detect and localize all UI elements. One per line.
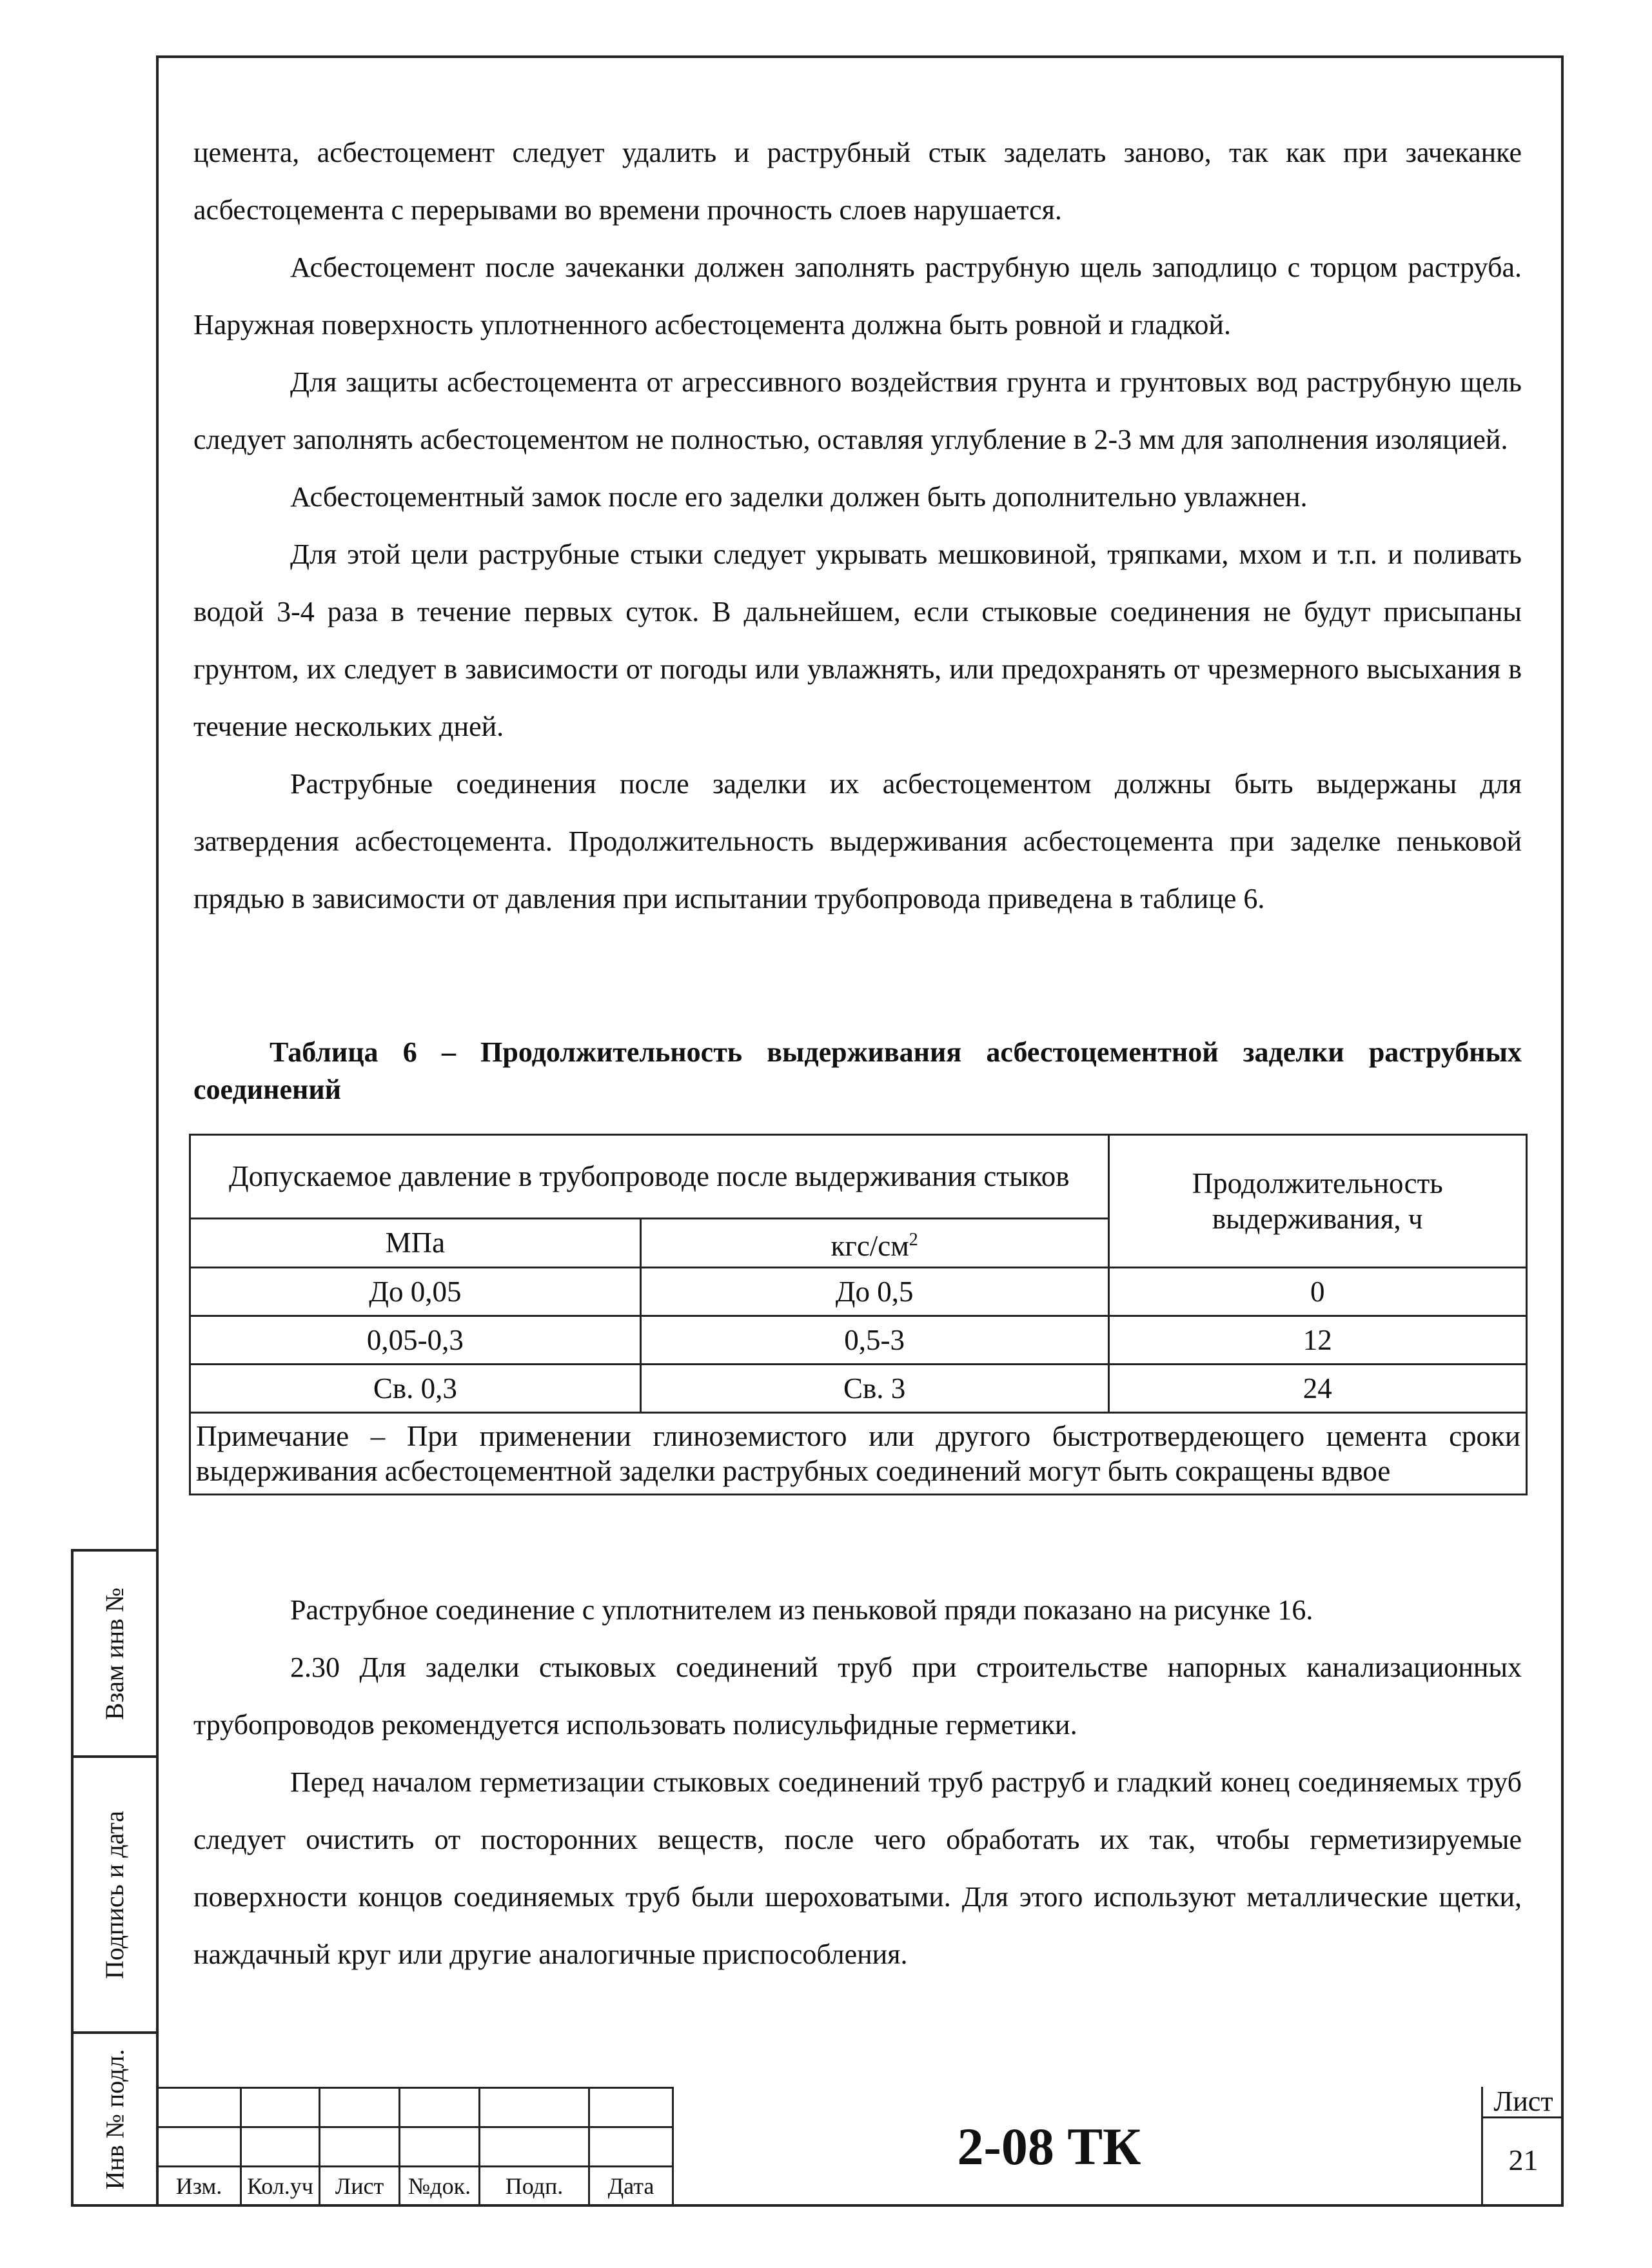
table-cell: 12 [1108, 1316, 1527, 1365]
col-izm: Изм. [157, 2167, 241, 2206]
table-cell: 0 [1108, 1268, 1527, 1316]
side-stamp-podpis [71, 1755, 159, 2034]
side-label-vzam: Взам инв № [100, 1587, 130, 1720]
sheet-number: 21 [1508, 2144, 1539, 2176]
paragraph: Перед началом герметизации стыковых соединений труб раструб и гладкий конец соединяемых труб следует очистить от посторонних веществ, после чего обработать их так, чтобы герметизируемые поверхности концов соединяемых труб были шероховатыми. Для этого используют металлические щетки, наждачный круг или другие аналогичные приспособления. [193, 1766, 1522, 1970]
side-stamp-inv [71, 2031, 159, 2207]
table-cell: 0,05-0,3 [190, 1316, 641, 1365]
table-note: Примечание – При применении глиноземистого или другого быстротвердеющего цемента сроки выдерживания асбестоцементной заделки раструбных соединений могут быть сокращены вдвое [190, 1413, 1527, 1495]
table-cell: До 0,5 [640, 1268, 1108, 1316]
col-ndok: №док. [400, 2167, 480, 2206]
sheet-label: Лист [1483, 2087, 1564, 2118]
header-kgf [640, 1219, 1108, 1268]
table-6 [189, 1134, 1528, 1495]
paragraph: Для защиты асбестоцемента от агрессивного воздействия грунта и грунтовых вод раструбную щель следует заполнять асбестоцементом не полностью, оставляя углубление в 2-3 мм для заполнения изоляцией. [193, 366, 1522, 455]
table-cell: 0,5-3 [640, 1316, 1108, 1365]
paragraph: Асбестоцемент после зачеканки должен заполнять раструбную щель заподлицо с торцом раструба. Наружная поверхность уплотненного асбестоцемента должна быть ровной и гладкой. [193, 251, 1522, 340]
paragraph: Раструбное соединение с уплотнителем из пеньковой пряди показано на рисунке 16. [290, 1594, 1313, 1626]
col-podp: Подп. [480, 2167, 589, 2206]
header-mpa: МПа [190, 1219, 641, 1268]
table-cell: Св. 3 [640, 1365, 1108, 1413]
col-data: Дата [589, 2167, 673, 2206]
title-block [156, 2087, 1564, 2207]
side-stamp-vzam [71, 1549, 159, 1758]
side-label-inv: Инв № подл. [100, 2049, 130, 2189]
table-cell: 24 [1108, 1365, 1527, 1413]
sheet-box [1481, 2087, 1564, 2207]
paragraph: Раструбные соединения после заделки их асбестоцементом должны быть выдержаны для затвердения асбестоцемента. Продолжительность выдерживания асбестоцемента при заделке пеньковой прядью в зависимости от давления при испытании трубопровода приведена в таблице 6. [193, 768, 1522, 914]
table-caption: Таблица 6 – Продолжительность выдерживания асбестоцементной заделки раструбных соединений [193, 1036, 1522, 1105]
header-pressure: Допускаемое давление в трубопроводе после выдерживания стыков [190, 1135, 1109, 1219]
body-text-top [193, 124, 1522, 927]
header-kgf-sup: 2 [909, 1230, 918, 1250]
col-list: Лист [320, 2167, 400, 2206]
paragraph: Для этой цели раструбные стыки следует укрывать мешковиной, тряпками, мхом и т.п. и поливать водой 3-4 раза в течение первых суток. В дальнейшем, если стыковые соединения не будут присыпаны грунтом, их следует в зависимости от погоды или увлажнять, или предохранять от чрезмерного высыхания в течение нескольких дней. [193, 538, 1522, 742]
body-text-bottom [193, 1581, 1522, 1983]
paragraph: 2.30 Для заделки стыковых соединений труб при строительстве напорных канализационных трубопроводов рекомендуется использовать полисульфидные герметики. [193, 1652, 1522, 1740]
header-kgf-text: кгс/см [831, 1230, 909, 1262]
table-cell: Св. 0,3 [190, 1365, 641, 1413]
header-duration: Продолжительность выдерживания, ч [1108, 1135, 1527, 1268]
col-kolvo: Кол.уч [241, 2167, 320, 2206]
document-number: 2-08 ТК [957, 2117, 1141, 2176]
side-label-podpis: Подпись и дата [100, 1810, 130, 1979]
paragraph: цемента, асбестоцемент следует удалить и раструбный стык заделать заново, так как при зачеканке асбестоцемента с перерывами во времени прочность слоев нарушается. [193, 137, 1522, 226]
table-cell: До 0,05 [190, 1268, 641, 1316]
revision-grid [156, 2087, 674, 2207]
paragraph: Асбестоцементный замок после его заделки должен быть дополнительно увлажнен. [290, 481, 1308, 513]
